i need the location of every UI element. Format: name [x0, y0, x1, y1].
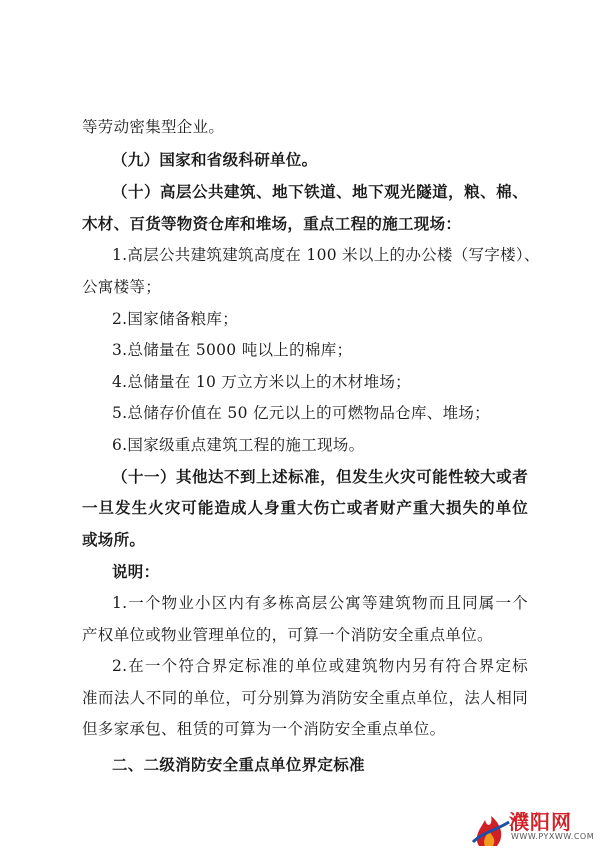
item-ten-heading-cont: 木材、百货等物资仓库和堆场，重点工程的施工现场： [82, 215, 462, 233]
note-heading: 说明： [112, 563, 160, 581]
watermark-logo [471, 802, 599, 850]
list-item-3: 3.总储量在 5000 吨以上的棉库； [112, 341, 353, 359]
list-item-5: 5.总储存价值在 50 亿元以上的可燃物品仓库、堆场； [112, 404, 490, 422]
item-eleven-heading-cont: 一旦发生火灾可能造成人身重大伤亡或者财产重大损失的单位 [82, 499, 528, 517]
list-item-2: 2.国家储备粮库； [112, 310, 238, 328]
item-nine-heading: （九）国家和省级科研单位。 [112, 151, 318, 169]
note-item-2: 2.在一个符合界定标准的单位或建筑物内另有符合界定标 [112, 657, 528, 675]
item-eleven-heading: （十一）其他达不到上述标准，但发生火灾可能性较大或者 [112, 468, 528, 486]
note-item-2-end: 但多家承包、租赁的可算为一个消防安全重点单位。 [82, 720, 446, 738]
item-ten-heading: （十）高层公共建筑、地下铁道、地下观光隧道，粮、棉、 [112, 183, 528, 201]
note-item-1-cont: 产权单位或物业管理单位的，可算一个消防安全重点单位。 [82, 626, 493, 644]
list-item-4: 4.总储量在 10 万立方米以上的木材堆场； [112, 373, 411, 391]
watermark-brand: 濮阳网 [509, 810, 572, 834]
note-item-1: 1.一个物业小区内有多栋高层公寓等建筑物而且同属一个 [112, 594, 528, 612]
item-eleven-heading-end: 或场所。 [82, 531, 146, 549]
list-item-1: 1.高层公共建筑建筑高度在 100 米以上的办公楼（写字楼）、 [112, 246, 540, 264]
watermark-url: WWW.PYXWW.COM [511, 832, 595, 841]
list-item-1-cont: 公寓楼等； [82, 278, 162, 296]
section-heading: 二、二级消防安全重点单位界定标准 [112, 756, 365, 774]
paragraph-line: 等劳动密集型企业。 [82, 118, 225, 136]
list-item-6: 6.国家级重点建筑工程的施工现场。 [112, 436, 365, 454]
flame-icon [471, 802, 511, 850]
note-item-2-cont: 准而法人不同的单位，可分别算为消防安全重点单位，法人相同 [82, 689, 528, 707]
